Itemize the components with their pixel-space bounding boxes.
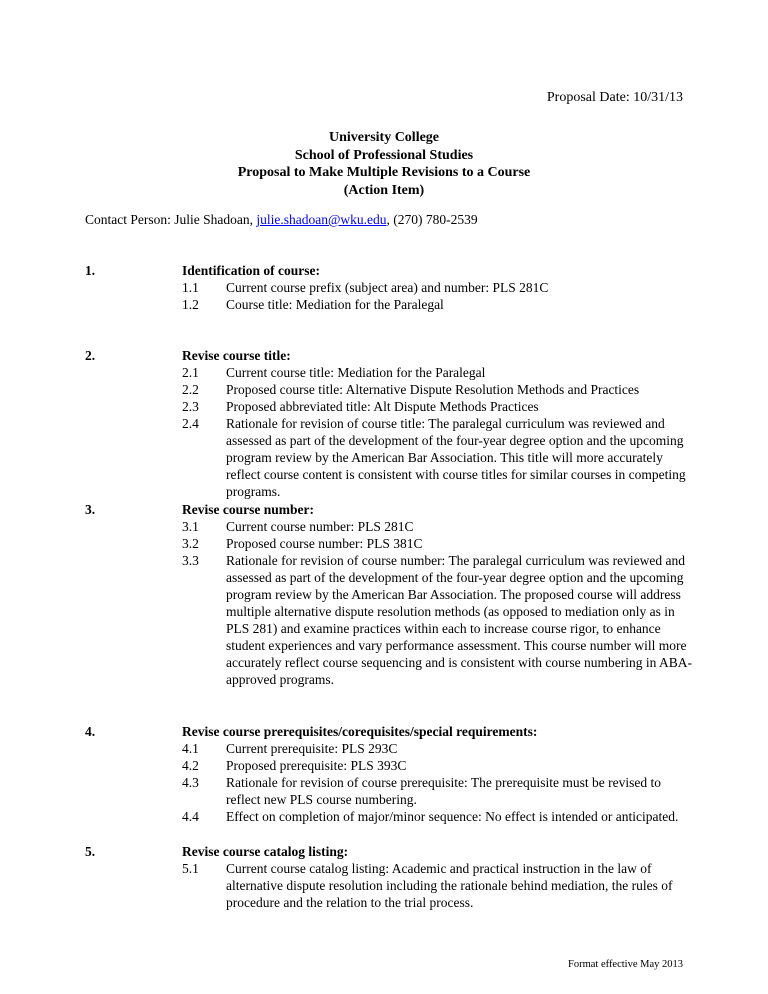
list-item [182, 757, 692, 774]
contact-email-link[interactable]: julie.shadoan@wku.edu [256, 212, 387, 227]
section-title: Revise course catalog listing: [182, 844, 349, 859]
item-text: Proposed abbreviated title: Alt Dispute Methods Practices [226, 399, 539, 414]
list-item [182, 296, 692, 313]
section-items [182, 279, 692, 313]
item-text: Current prerequisite: PLS 293C [226, 741, 398, 756]
item-text: Course title: Mediation for the Paralegal [226, 297, 444, 312]
section-number: 2. [85, 348, 96, 363]
item-number: 3.1 [182, 519, 199, 534]
item-number: 4.2 [182, 758, 199, 773]
header-line-4: (Action Item) [343, 182, 425, 198]
section-title: Revise course title: [182, 348, 291, 363]
section-number: 4. [85, 724, 96, 739]
section-title: Revise course number: [182, 502, 314, 517]
list-item [182, 415, 692, 500]
list-item [182, 398, 692, 415]
proposal-date: Proposal Date: 10/31/13 [546, 90, 683, 105]
header-line-3: Proposal to Make Multiple Revisions to a Course [237, 165, 531, 180]
item-text: Proposed prerequisite: PLS 393C [226, 758, 407, 773]
contact-prefix: Contact Person: Julie Shadoan, [85, 212, 257, 227]
item-number: 3.3 [182, 553, 199, 568]
item-number: 2.3 [182, 399, 199, 414]
list-item [182, 860, 692, 911]
section-items [182, 740, 692, 825]
list-item [182, 552, 692, 688]
item-text: Proposed course number: PLS 381C [226, 536, 423, 551]
item-text: Effect on completion of major/minor sequence: No effect is intended or anticipated. [226, 809, 679, 824]
item-number: 4.3 [182, 775, 199, 790]
item-number: 1.1 [182, 280, 199, 295]
item-text: Rationale for revision of course number: The paralegal curriculum was reviewed and assessed as part of the development of the four-year degree option and the upcoming program review by the American Bar Association. The proposed course will address multiple alternative dispute resolution methods (as opposed to mediation only as in PLS 281) and examine practices within each to increase course rigor, to enhance student experiences and vary performance assessment. This course number will more accurately reflect course sequencing and is consistent with course numbering in ABA-approved programs. [226, 553, 692, 687]
contact-line [85, 211, 478, 228]
list-item [182, 364, 692, 381]
list-item [182, 279, 692, 296]
section-items [182, 518, 692, 688]
item-number: 2.4 [182, 416, 199, 431]
list-item [182, 740, 692, 757]
list-item [182, 381, 692, 398]
section-number: 1. [85, 263, 96, 278]
item-text: Rationale for revision of course title: The paralegal curriculum was reviewed and assessed as part of the development of the four-year degree option and the upcoming program review by the American Bar Association. This title will more accurately reflect course content is consistent with course titles for similar courses in competing programs. [226, 416, 686, 499]
contact-suffix: , (270) 780-2539 [386, 212, 478, 227]
item-text: Current course catalog listing: Academic and practical instruction in the law of alternative dispute resolution including the rationale behind mediation, the rules of procedure and the relation to the trial process. [226, 861, 673, 910]
item-number: 3.2 [182, 536, 199, 551]
section-items [182, 860, 692, 911]
document-header [0, 129, 768, 199]
section-number: 5. [85, 844, 96, 859]
header-line-2: School of Professional Studies [294, 147, 474, 163]
item-number: 5.1 [182, 861, 199, 876]
item-number: 2.2 [182, 382, 199, 397]
list-item [182, 774, 692, 808]
list-item [182, 518, 692, 535]
item-text: Current course title: Mediation for the Paralegal [226, 365, 486, 380]
section-number: 3. [85, 502, 96, 517]
item-number: 1.2 [182, 297, 199, 312]
item-text: Current course number: PLS 281C [226, 519, 414, 534]
item-number: 2.1 [182, 365, 199, 380]
item-number: 4.1 [182, 741, 199, 756]
item-text: Proposed course title: Alternative Dispute Resolution Methods and Practices [226, 382, 640, 397]
item-text: Current course prefix (subject area) and number: PLS 281C [226, 280, 549, 295]
list-item [182, 808, 692, 825]
list-item [182, 535, 692, 552]
section-items [182, 364, 692, 500]
footer-note: Format effective May 2013 [568, 959, 683, 970]
section-title: Revise course prerequisites/corequisites/special requirements: [182, 724, 538, 739]
item-text: Rationale for revision of course prerequisite: The prerequisite must be revised to reflect new PLS course numbering. [226, 775, 661, 807]
section-title: Identification of course: [182, 263, 320, 278]
item-number: 4.4 [182, 809, 199, 824]
header-line-1: University College [328, 130, 440, 145]
